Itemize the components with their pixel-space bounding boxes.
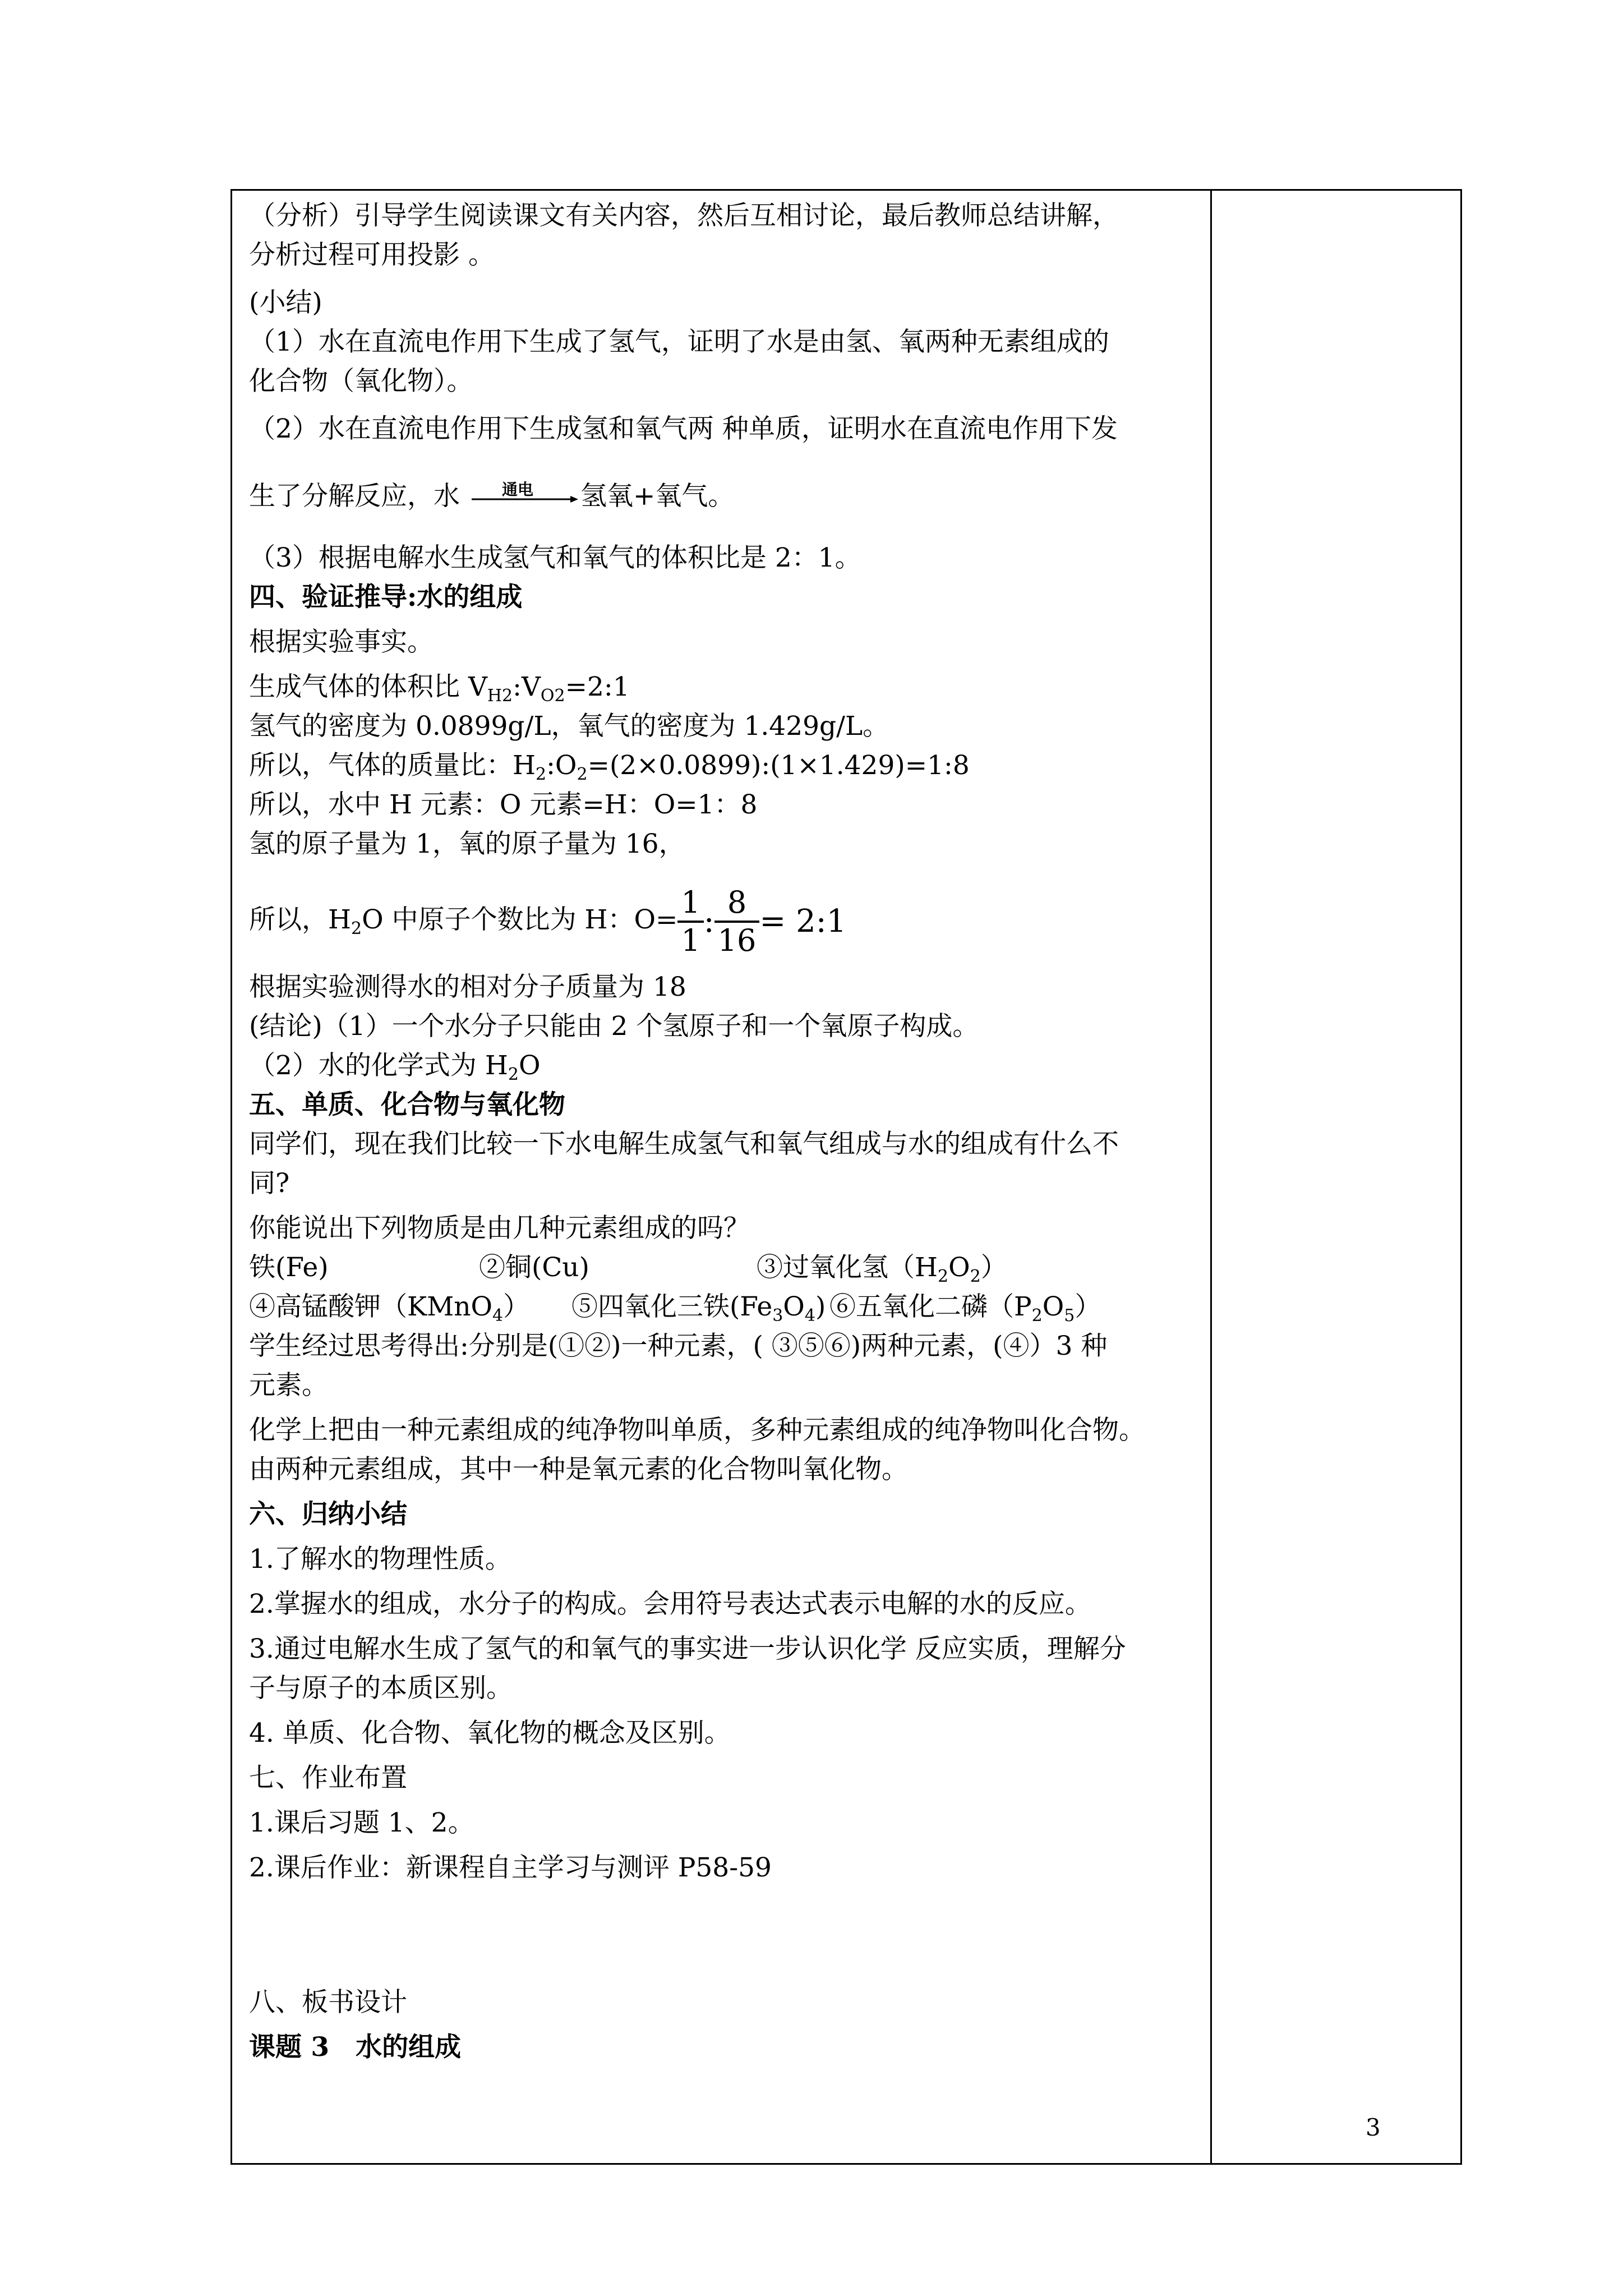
substance-text: O — [948, 1252, 970, 1283]
reaction-prefix: 生了分解反应，水 — [249, 481, 468, 512]
atom-ratio-prefix: 所以，H — [249, 904, 351, 935]
subscript: 2 — [938, 1267, 949, 1286]
formula-line — [249, 1049, 540, 1083]
text-line: 根据实验事实。 — [249, 627, 434, 657]
substance-potassium-permanganate — [249, 1290, 529, 1324]
volume-ratio-mid: :V — [513, 671, 541, 702]
subscript: 4 — [804, 1306, 815, 1326]
substance-text: ⑥五氧化二磷（P — [829, 1291, 1032, 1322]
reaction-arrow — [468, 480, 580, 513]
ratio-result: = 2:1 — [759, 903, 847, 940]
page-number: 3 — [1366, 2114, 1381, 2141]
text-line: 分析过程可用投影 。 — [249, 240, 495, 270]
substance-text: ④高锰酸钾（KMnO — [249, 1291, 493, 1322]
reaction-line — [249, 480, 734, 513]
text-line: 子与原子的本质区别。 — [249, 1673, 513, 1704]
text-line: 3.通过电解水生成了氢气的和氧气的事实进一步认识化学 反应实质，理解分 — [249, 1634, 1126, 1664]
subscript: 3 — [772, 1306, 783, 1326]
substance-hydrogen-peroxide — [757, 1251, 1007, 1285]
column-divider — [1210, 189, 1212, 2165]
mass-ratio-prefix: 所以，气体的质量比：H — [249, 750, 536, 781]
substance-iron: 铁(Fe) — [249, 1252, 329, 1283]
fraction-numerator: 1 — [677, 885, 703, 923]
text-line: 同? — [249, 1168, 290, 1199]
subscript: 2 — [536, 765, 547, 784]
substance-text: ） — [1075, 1291, 1101, 1322]
section-heading: 六、归纳小结 — [249, 1499, 407, 1530]
text-line: 你能说出下列物质是由几种元素组成的吗？ — [249, 1213, 750, 1244]
text-line: 1.课后习题 1、2。 — [249, 1807, 474, 1838]
ratio-colon: : — [703, 903, 714, 940]
text-line: （分析）引导学生阅读课文有关内容，然后互相讨论，最后教师总结讲解， — [249, 200, 1119, 231]
volume-ratio-prefix: 生成气体的体积比 V — [249, 671, 487, 702]
text-line: 同学们，现在我们比较一下水电解生成氢气和氧气组成与水的组成有什么不 — [249, 1129, 1119, 1159]
substance-text: O — [1042, 1291, 1064, 1322]
substance-text: O — [783, 1291, 805, 1322]
text-line: 元素。 — [249, 1370, 328, 1401]
section-heading: 四、验证推导:水的组成 — [249, 582, 523, 613]
substance-text: ） — [503, 1291, 530, 1322]
density-line: 氢气的密度为 0.0899g/L，氧气的密度为 1.429g/L。 — [249, 711, 889, 742]
text-line: (结论)（1）一个水分子只能由 2 个氢原子和一个氧原子构成。 — [249, 1011, 979, 1042]
substance-text: ） — [980, 1252, 1007, 1283]
subscript: 2 — [1031, 1306, 1043, 1326]
text-line: 氢的原子量为 1，氧的原子量为 16， — [249, 829, 685, 859]
section-heading: 八、板书设计 — [249, 1987, 407, 2018]
arrow-label: 通电 — [501, 480, 533, 499]
text-line: 由两种元素组成，其中一种是氧元素的化合物叫氧化物。 — [249, 1454, 908, 1485]
text-line: (小结) — [249, 287, 322, 318]
fraction-denominator: 16 — [717, 923, 757, 958]
text-line: 4. 单质、化合物、氧化物的概念及区别。 — [249, 1718, 731, 1749]
text-line: （1）水在直流电作用下生成了氢气，证明了水是由氢、氧两种无素组成的 — [249, 326, 1109, 357]
mass-ratio-mid: :O — [546, 750, 577, 781]
text-line: 2.课后作业：新课程自主学习与测评 P58-59 — [249, 1852, 772, 1883]
text-line: 学生经过思考得出:分别是(①②)一种元素，( ③⑤⑥)两种元素，(④）3 种 — [249, 1331, 1108, 1361]
mass-ratio-line — [249, 749, 970, 783]
section-heading: 七、作业布置 — [249, 1763, 407, 1793]
text-line: 化学上把由一种元素组成的纯净物叫单质，多种元素组成的纯净物叫化合物。 — [249, 1415, 1145, 1446]
fraction-8-16 — [714, 885, 760, 959]
substance-text: ⑤四氧化三铁(Fe — [571, 1291, 773, 1322]
subscript: 2 — [351, 919, 362, 938]
element-ratio-line: 所以，水中 H 元素：O 元素=H：O=1：8 — [249, 789, 758, 820]
text-line: 2.掌握水的组成，水分子的构成。会用符号表达式表示电解的水的反应。 — [249, 1589, 1091, 1619]
subscript: 2 — [508, 1065, 519, 1084]
formula-suffix: O — [518, 1050, 541, 1081]
text-line: 1.了解水的物理性质。 — [249, 1544, 511, 1575]
formula-prefix: （2）水的化学式为 H — [249, 1050, 508, 1081]
section-heading: 五、单质、化合物与氧化物 — [249, 1089, 565, 1120]
subscript: H2 — [487, 686, 513, 706]
fraction-1-1 — [677, 885, 703, 959]
subscript: 5 — [1064, 1306, 1075, 1326]
mass-ratio-suffix: =(2×0.0899):(1×1.429)=1:8 — [587, 750, 970, 781]
substance-iron-oxide — [571, 1290, 826, 1324]
substance-text: ) — [815, 1291, 826, 1322]
substance-copper: ②铜(Cu) — [479, 1252, 589, 1283]
text-line: 化合物（氧化物）。 — [249, 366, 473, 397]
text-line: （2）水在直流电作用下生成氢和氧气两 种单质，证明水在直流电作用下发 — [249, 413, 1118, 444]
volume-ratio-suffix: =2:1 — [565, 671, 630, 702]
fraction-numerator: 8 — [714, 885, 760, 923]
atom-ratio-mid: O 中原子个数比为 H：O= — [362, 904, 678, 935]
lesson-title: 课题 3 水的组成 — [249, 2032, 462, 2063]
text-line: 根据实验测得水的相对分子质量为 18 — [249, 972, 686, 1002]
substance-phosphorus-pentoxide — [829, 1290, 1101, 1324]
fraction-denominator: 1 — [681, 923, 700, 958]
subscript: 4 — [492, 1306, 504, 1326]
reaction-suffix: 氢氧+氧气。 — [580, 481, 735, 512]
atom-ratio-line — [249, 881, 846, 959]
volume-ratio-line — [249, 670, 630, 704]
text-line: （3）根据电解水生成氢气和氧气的体积比是 2：1。 — [249, 542, 861, 573]
subscript: O2 — [540, 686, 565, 706]
subscript: 2 — [970, 1267, 981, 1286]
substance-text: ③过氧化氢（H — [757, 1252, 938, 1283]
subscript: 2 — [577, 765, 588, 784]
right-arrow-icon — [472, 495, 578, 503]
